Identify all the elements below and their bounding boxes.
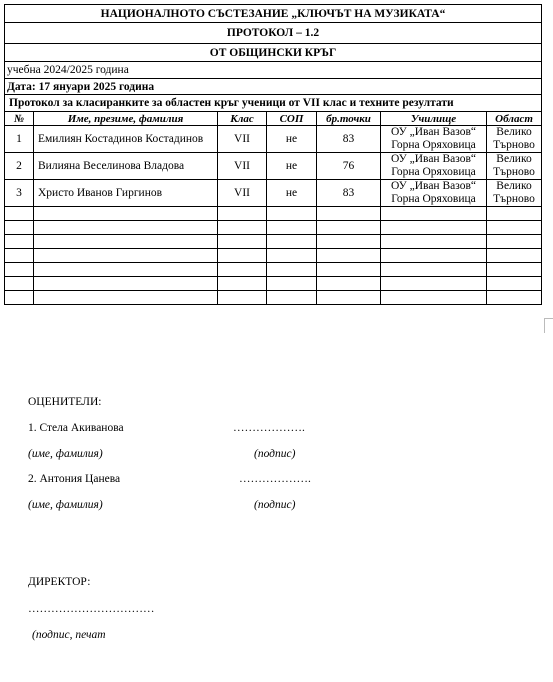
table-header-row [5,112,542,126]
student-name: Христо Иванов Гиргинов [34,180,218,207]
protocol-table [4,4,542,305]
empty-row [5,277,542,291]
empty-row [5,207,542,221]
evaluator-2-name: 2. Антония Цанева [28,473,121,485]
col-region: Област [487,112,542,126]
director-hint: (подпис, печат [32,629,106,641]
student-sop: не [267,153,317,180]
round-title: ОТ ОБЩИНСКИ КРЪГ [5,44,542,62]
empty-row [5,291,542,305]
empty-row [5,263,542,277]
student-school: ОУ „Иван Вазов“ Горна Оряховица [381,126,487,153]
page-edge-marker [544,318,553,333]
row-number: 2 [5,153,34,180]
director-signature-line: …………………………… [28,603,155,615]
col-points: бр.точки [317,112,381,126]
col-sop: СОП [267,112,317,126]
student-class: VII [218,180,267,207]
student-points: 83 [317,180,381,207]
student-region: Велико Търново [487,153,542,180]
table-row [5,153,542,180]
evaluator-1-name: 1. Стела Акиванова [28,422,124,434]
row-number: 3 [5,180,34,207]
evaluator-1-name-hint: (име, фамилия) [28,448,103,460]
empty-row [5,221,542,235]
protocol-subject: Протокол за класиранките за областен кръг ученици от VII клас и техните резултати [5,95,542,112]
student-school: ОУ „Иван Вазов“ Горна Оряховица [381,153,487,180]
director-label: ДИРЕКТОР: [28,576,91,588]
col-school: Училище [381,112,487,126]
competition-title: НАЦИОНАЛНОТО СЪСТЕЗАНИЕ „КЛЮЧЪТ НА МУЗИКАТА“ [5,5,542,23]
student-school: ОУ „Иван Вазов“ Горна Оряховица [381,180,487,207]
student-name: Вилияна Веселинова Владова [34,153,218,180]
evaluator-2-sign-hint: (подпис) [254,499,296,511]
protocol-number: ПРОТОКОЛ – 1.2 [5,23,542,44]
evaluator-2-signature-line: ………………. [239,473,311,485]
student-sop: не [267,126,317,153]
student-name: Емилиян Костадинов Костадинов [34,126,218,153]
row-number: 1 [5,126,34,153]
student-region: Велико Търново [487,126,542,153]
student-points: 83 [317,126,381,153]
evaluator-1-sign-hint: (подпис) [254,448,296,460]
student-points: 76 [317,153,381,180]
evaluator-2-name-hint: (име, фамилия) [28,499,103,511]
empty-row [5,235,542,249]
col-name: Име, презиме, фамилия [34,112,218,126]
col-number: № [5,112,34,126]
student-region: Велико Търново [487,180,542,207]
student-class: VII [218,126,267,153]
evaluators-label: ОЦЕНИТЕЛИ: [28,396,102,408]
table-row [5,126,542,153]
student-sop: не [267,180,317,207]
school-year: учебна 2024/2025 година [5,62,542,79]
student-class: VII [218,153,267,180]
col-class: Клас [218,112,267,126]
table-row [5,180,542,207]
evaluator-1-signature-line: ………………. [233,422,305,434]
empty-row [5,249,542,263]
protocol-document [4,4,541,305]
protocol-date: Дата: 17 януари 2025 година [5,79,542,95]
